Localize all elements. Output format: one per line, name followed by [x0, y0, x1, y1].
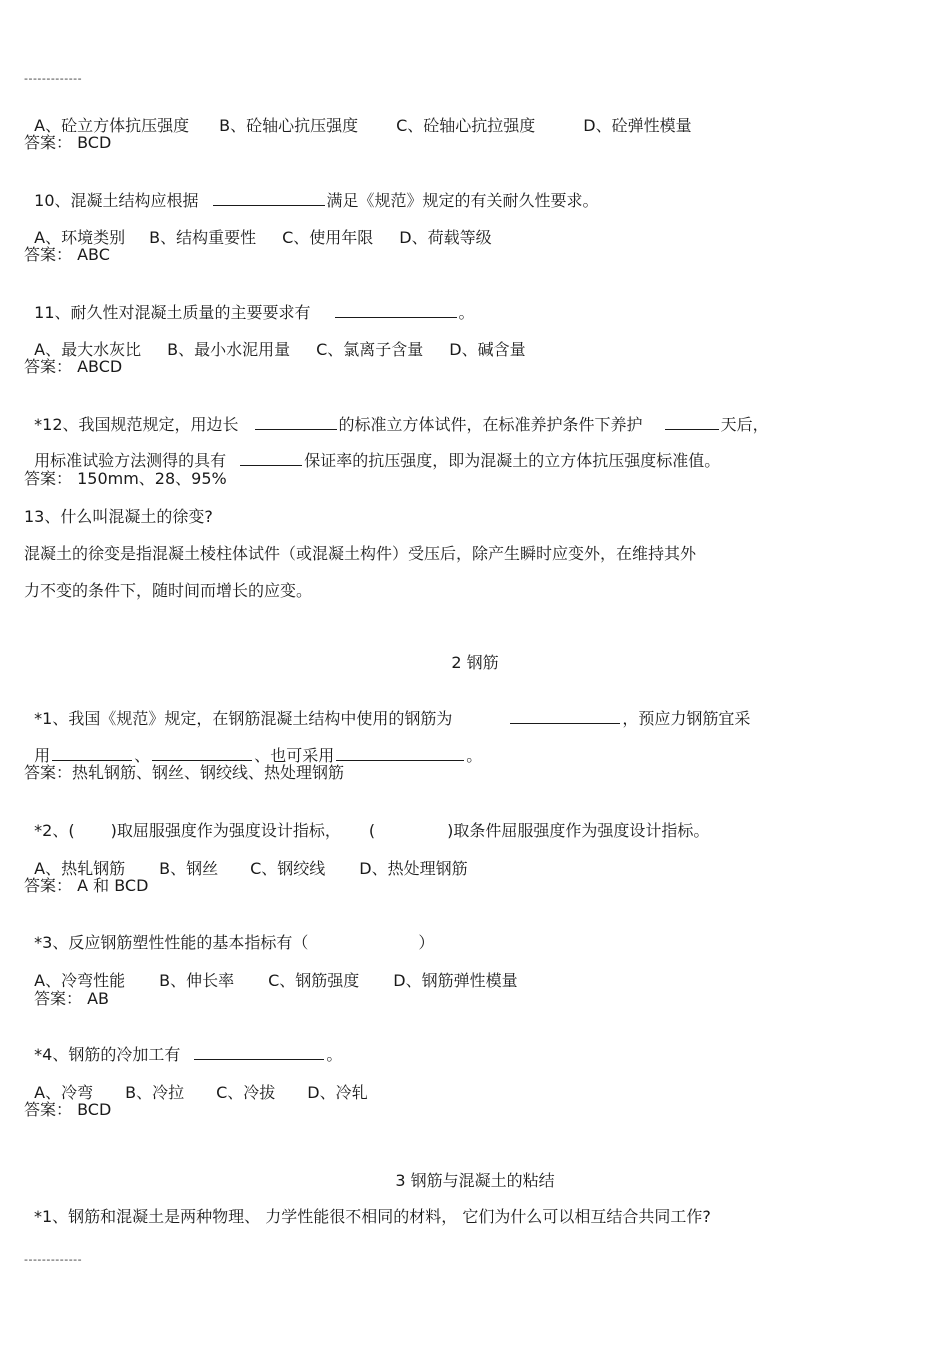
q12-blank-2 [665, 415, 719, 430]
s2q1-question-line2 [24, 726, 482, 766]
q12-blank-1 [255, 415, 337, 430]
q11-options [24, 320, 526, 360]
q10-answer: 答案： ABC [24, 245, 110, 264]
s2q3-option-d: D、钢筋弹性模量 [393, 971, 518, 990]
s2q2-text-1: *2、( [34, 821, 75, 840]
s2q2-text-2: )取屈服强度作为强度设计指标， [110, 821, 341, 840]
q10-text-pre: 10、混凝土结构应根据 [34, 191, 199, 210]
s2q4-option-b: B、冷拉 [125, 1083, 185, 1102]
s2q1-text-2: ，预应力钢筋宜采 [622, 709, 751, 728]
s2q2-text-4: )取条件屈服强度作为强度设计指标。 [447, 821, 710, 840]
s3q1-question: *1、钢筋和混凝土是两种物理、 力学性能很不相同的材料， 它们为什么可以相互结合共同工作? [34, 1207, 711, 1226]
q12-text-3: 天后， [720, 415, 769, 434]
q12-text-2: 的标准立方体试件，在标准养护条件下养护 [338, 415, 643, 434]
s2q1-text-1: *1、我国《规范》规定，在钢筋混凝土结构中使用的钢筋为 [34, 709, 453, 728]
s2q4-option-a: A、冷弯 [34, 1083, 94, 1102]
s2q1-answer: 答案：热轧钢筋、钢丝、钢绞线、热处理钢筋 [24, 763, 345, 782]
q10-blank [213, 191, 325, 206]
s2q1-blank-1 [510, 709, 620, 724]
s2q3-text-1: *3、反应钢筋塑性性能的基本指标有（ [34, 933, 309, 952]
s2q4-option-d: D、冷轧 [307, 1083, 368, 1102]
s2q3-option-c: C、钢筋强度 [268, 971, 360, 990]
q10-text-post: 满足《规范》规定的有关耐久性要求。 [326, 191, 599, 210]
q13-question: 13、什么叫混凝土的徐变? [24, 507, 213, 526]
s2q1-blank-3 [152, 746, 252, 761]
s2q2-option-c: C、钢绞线 [250, 859, 326, 878]
q9-option-d: D、砼弹性模量 [583, 116, 692, 135]
s2q1-blank-2 [52, 746, 132, 761]
q11-answer: 答案： ABCD [24, 357, 123, 376]
s2q3-option-a: A、冷弯性能 [34, 971, 126, 990]
q12-question-line1 [24, 395, 769, 435]
q10-option-c: C、使用年限 [282, 228, 374, 247]
separator-top: ------------- [24, 72, 83, 85]
s2q4-blank [194, 1045, 324, 1060]
section-3-title: 3 钢筋与混凝土的粘结 [395, 1171, 555, 1190]
q10-option-a: A、环境类别 [34, 228, 126, 247]
s2q4-question [24, 1025, 342, 1065]
q9-options [24, 96, 692, 136]
separator-bottom: ------------- [24, 1253, 83, 1266]
q11-option-b: B、最小水泥用量 [167, 340, 291, 359]
s2q4-text-post: 。 [326, 1045, 343, 1064]
q11-blank [335, 303, 457, 318]
s2q1-question-line1 [24, 689, 750, 729]
q9-option-c: C、砼轴心抗拉强度 [396, 116, 536, 135]
q9-option-a: A、砼立方体抗压强度 [34, 116, 190, 135]
q10-options [24, 208, 492, 248]
q9-option-b: B、砼轴心抗压强度 [219, 116, 359, 135]
s2q2-answer: 答案： A 和 BCD [24, 876, 149, 895]
s2q4-option-c: C、冷拔 [216, 1083, 276, 1102]
q11-text-post: 。 [458, 303, 475, 322]
q12-text-4: 用标准试验方法测得的具有 [34, 451, 227, 470]
s2q2-option-d: D、热处理钢筋 [359, 859, 468, 878]
s2q1-text-4: 、 [134, 746, 151, 765]
s2q1-blank-4 [336, 746, 464, 761]
q9-answer: 答案： BCD [24, 133, 112, 152]
q12-text-5: 保证率的抗压强度，即为混凝土的立方体抗压强度标准值。 [304, 451, 721, 470]
s2q3-text-2: ） [418, 933, 435, 952]
q11-option-c: C、氯离子含量 [316, 340, 424, 359]
s2q4-answer: 答案： BCD [24, 1100, 112, 1119]
s2q2-question [24, 801, 709, 841]
q13-answer-line2: 力不变的条件下，随时间而增长的应变。 [24, 581, 313, 600]
q12-text-1: *12、我国规范规定，用边长 [34, 415, 239, 434]
s2q2-text-3: ( [368, 821, 376, 840]
q11-text-pre: 11、耐久性对混凝土质量的主要要求有 [34, 303, 311, 322]
section-2-title: 2 钢筋 [451, 653, 499, 672]
s2q2-option-b: B、钢丝 [159, 859, 219, 878]
q10-option-d: D、荷载等级 [399, 228, 492, 247]
q12-answer: 答案： 150mm、28、95% [24, 469, 227, 488]
q10-option-b: B、结构重要性 [149, 228, 257, 247]
s2q1-text-3: 用 [34, 746, 51, 765]
s2q1-text-5: 、也可采用 [254, 746, 335, 765]
s2q3-question [24, 913, 434, 953]
s2q2-option-a: A、热轧钢筋 [34, 859, 126, 878]
q10-question [24, 171, 599, 211]
s2q1-text-6: 。 [466, 746, 483, 765]
s2q4-text-pre: *4、钢筋的冷加工有 [34, 1045, 181, 1064]
s2q3-option-b: B、伸长率 [159, 971, 235, 990]
q11-option-d: D、碱含量 [449, 340, 526, 359]
q11-option-a: A、最大水灰比 [34, 340, 142, 359]
s2q4-options [24, 1063, 368, 1103]
q13-answer-line1: 混凝土的徐变是指混凝土棱柱体试件（或混凝土构件）受压后，除产生瞬时应变外，在维持其外 [24, 544, 697, 563]
q12-question-line2 [24, 431, 720, 471]
q12-blank-3 [240, 451, 302, 466]
s2q2-options [24, 839, 468, 879]
s2q3-options [24, 951, 518, 991]
s2q3-answer: 答案： AB [34, 989, 110, 1008]
q11-question [24, 283, 475, 323]
